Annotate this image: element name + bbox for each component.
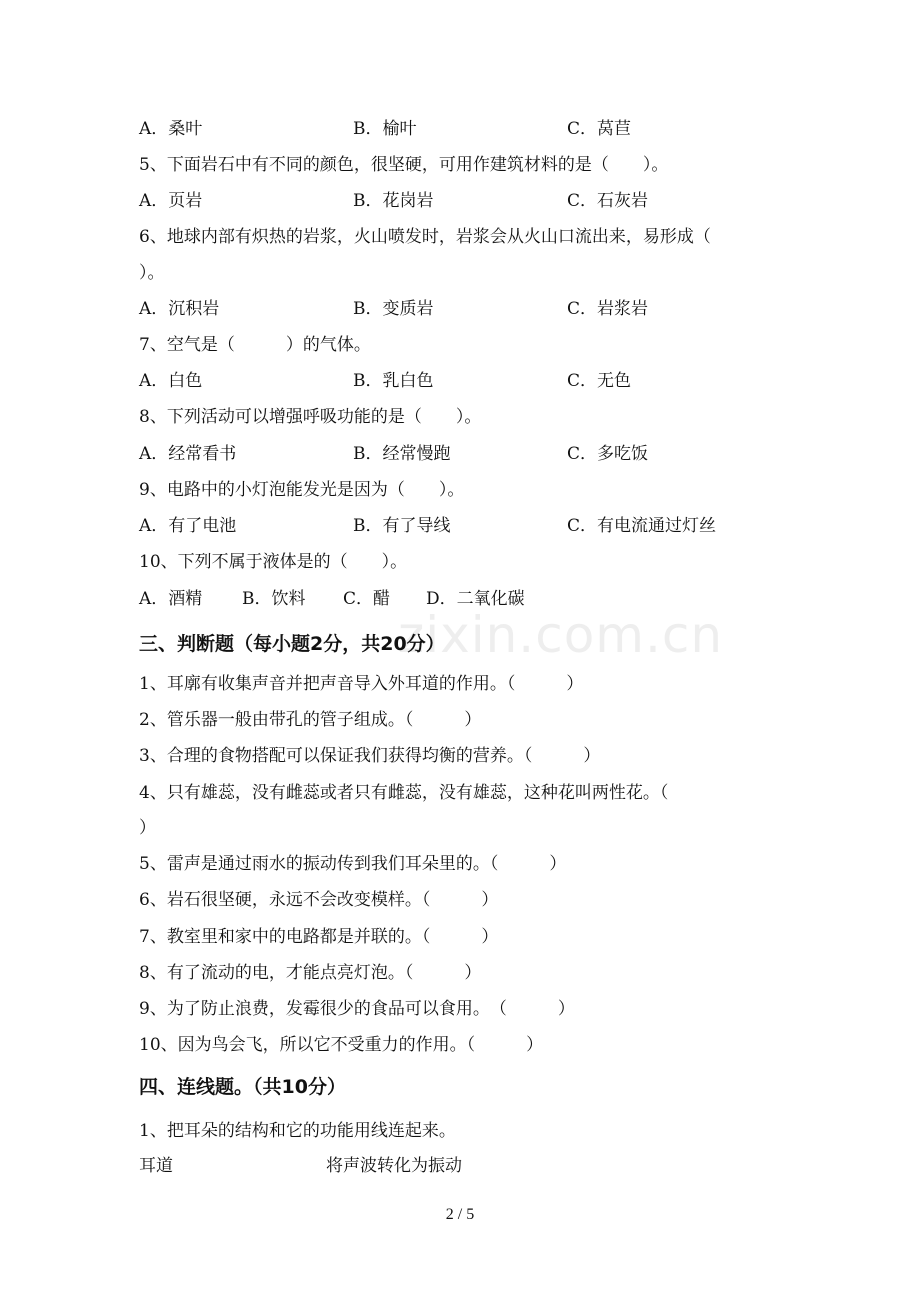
- judge-item-3: 3、合理的食物搭配可以保证我们获得均衡的营养。（ ）: [139, 746, 601, 766]
- q5-option-a: A．页岩: [139, 191, 203, 211]
- q7-option-a: A．白色: [139, 371, 203, 391]
- judge-item-7: 7、教室里和家中的电路都是并联的。（ ）: [139, 927, 499, 947]
- q8-option-a: A．经常看书: [139, 444, 237, 464]
- q9-option-b: B．有了导线: [353, 516, 451, 536]
- q10-option-a: A．酒精: [139, 589, 203, 609]
- q5-text: 5、下面岩石中有不同的颜色，很坚硬，可用作建筑材料的是（ ）。: [139, 155, 669, 175]
- q7-option-b: B．乳白色: [353, 371, 434, 391]
- q6-option-b: B．变质岩: [353, 299, 434, 319]
- judge-item-6: 6、岩石很坚硬，永远不会改变模样。（ ）: [139, 890, 499, 910]
- q4-option-b: B．榆叶: [353, 119, 417, 139]
- q6-option-a: A．沉积岩: [139, 299, 220, 319]
- q9-text: 9、电路中的小灯泡能发光是因为（ ）。: [139, 480, 465, 500]
- q10-text: 10、下列不属于液体是的（ ）。: [139, 552, 408, 572]
- page-number: 2 / 5: [445, 1206, 475, 1223]
- match-right-item: 将声波转化为振动: [326, 1156, 462, 1176]
- q6-option-c: C．岩浆岩: [567, 299, 649, 319]
- q8-text: 8、下列活动可以增强呼吸功能的是（ ）。: [139, 407, 482, 427]
- watermark: zixin.com.cn: [398, 606, 724, 664]
- section3-heading: 三、判断题（每小题2分，共20分）: [139, 633, 445, 655]
- q8-option-c: C．多吃饭: [567, 444, 649, 464]
- q9-option-c: C．有电流通过灯丝: [567, 516, 717, 536]
- q4-option-c: C．莴苣: [567, 119, 632, 139]
- judge-item-5: 5、雷声是通过雨水的振动传到我们耳朵里的。（ ）: [139, 854, 567, 874]
- q5-option-c: C．石灰岩: [567, 191, 649, 211]
- q6-text-line1: 6、地球内部有炽热的岩浆，火山喷发时，岩浆会从火山口流出来，易形成（: [139, 227, 711, 247]
- q8-option-b: B．经常慢跑: [353, 444, 451, 464]
- q7-option-c: C．无色: [567, 371, 632, 391]
- judge-item-2: 2、管乐器一般由带孔的管子组成。（ ）: [139, 710, 482, 730]
- q10-option-b: B．饮料: [242, 589, 306, 609]
- q7-text: 7、空气是（ ）的气体。: [139, 335, 371, 355]
- q5-option-b: B．花岗岩: [353, 191, 434, 211]
- judge-item-4-line2: ）: [139, 818, 156, 838]
- judge-item-1: 1、耳廓有收集声音并把声音导入外耳道的作用。（ ）: [139, 674, 584, 694]
- q10-option-c: C．醋: [343, 589, 391, 609]
- q6-text-line2: ）。: [139, 263, 165, 283]
- judge-item-4-line1: 4、只有雄蕊，没有雌蕊或者只有雌蕊，没有雄蕊，这种花叫两性花。（: [139, 783, 669, 803]
- match-left-item: 耳道: [139, 1156, 173, 1176]
- match-question-1: 1、把耳朵的结构和它的功能用线连起来。: [139, 1121, 456, 1141]
- judge-item-10: 10、因为鸟会飞，所以它不受重力的作用。（ ）: [139, 1035, 544, 1055]
- judge-item-8: 8、有了流动的电，才能点亮灯泡。（ ）: [139, 963, 482, 983]
- judge-item-9: 9、为了防止浪费，发霉很少的食品可以食用。 （ ）: [139, 999, 575, 1019]
- q4-option-a: A．桑叶: [139, 119, 203, 139]
- q10-option-d: D．二氧化碳: [426, 589, 525, 609]
- section4-heading: 四、连线题。（共10分）: [139, 1076, 346, 1098]
- q9-option-a: A．有了电池: [139, 516, 237, 536]
